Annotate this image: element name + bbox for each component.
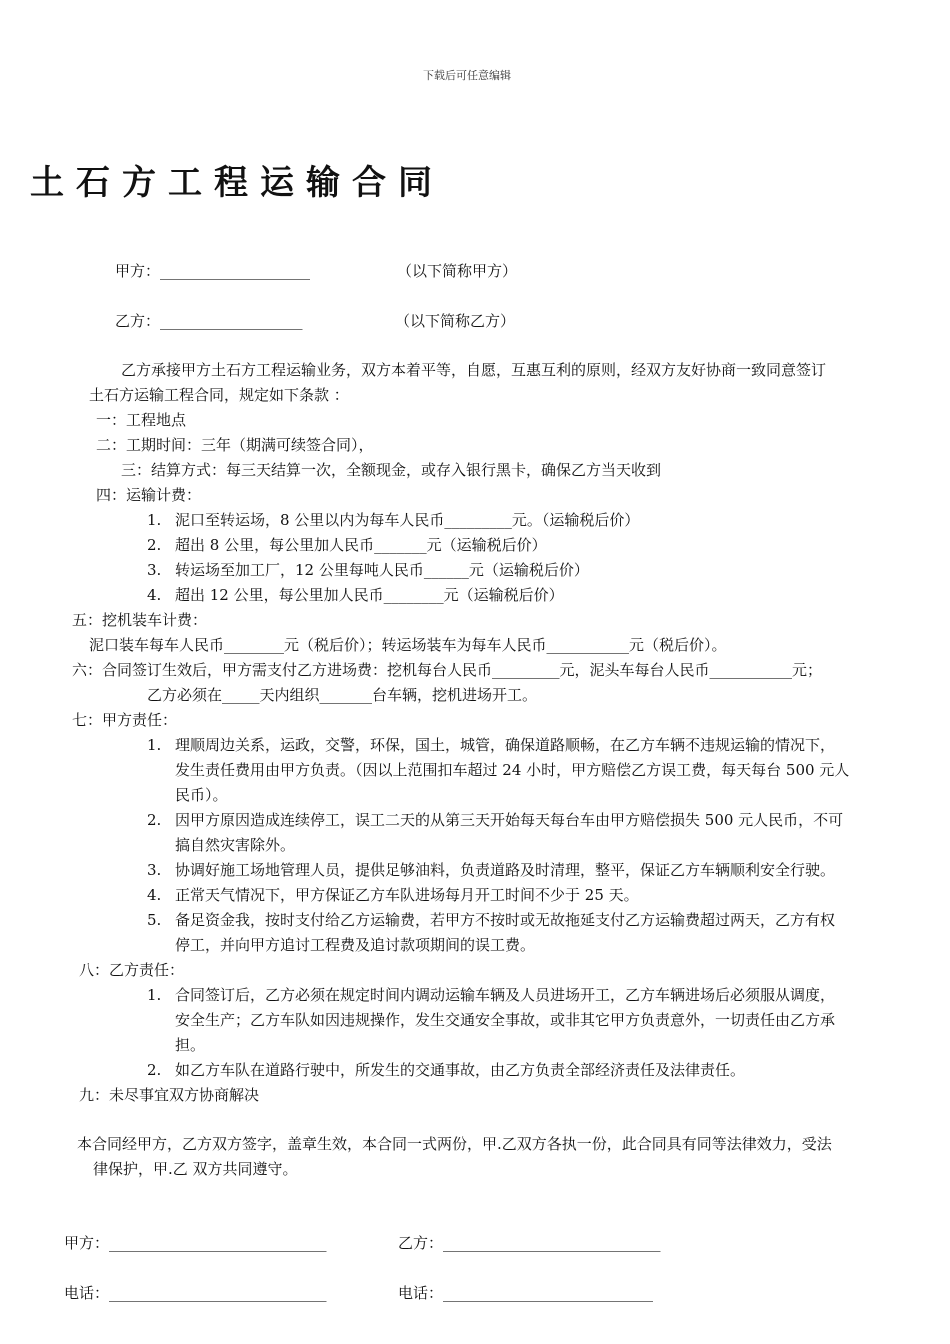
item-text: 超出 8 公里，每公里加人民币_______元（运输税后价） [175, 536, 547, 554]
sign-party-a-blank: _____________________________ [109, 1234, 327, 1252]
item-text: 搞自然灾害除外。 [175, 836, 296, 854]
section-6-line-2: 乙方必须在_____天内组织_______台车辆，挖机进场开工。 [147, 686, 538, 704]
s4-item [147, 535, 547, 555]
section-7: 七：甲方责任： [72, 711, 178, 729]
closing-line-1: 本合同经甲方，乙方双方签字，盖章生效，本合同一式两份，甲.乙双方各执一份，此合同具有同等法律效力，受法 [77, 1135, 832, 1153]
party-a-note: （以下简称甲方） [397, 262, 518, 280]
item-text: 发生责任费用由甲方负责。（因以上范围扣车超过 24 小时，甲方赔偿乙方误工费，每天每台 500 元人 [175, 761, 850, 779]
item-number: 1. [147, 511, 162, 529]
item-number: 5. [147, 911, 162, 929]
tel-party-a-label: 电话： [64, 1284, 110, 1302]
s4-item [147, 585, 564, 605]
item-number: 2. [147, 1061, 162, 1079]
item-text: 转运场至加工厂，12 公里每吨人民币______元（运输税后价） [175, 561, 589, 579]
item-text: 担。 [175, 1036, 206, 1054]
item-text: 理顺周边关系，运政，交警，环保，国土，城管，确保道路顺畅，在乙方车辆不违规运输的情况下， [175, 736, 836, 754]
party-b-note: （以下简称乙方） [395, 312, 516, 330]
item-number: 4. [147, 886, 162, 904]
party-a-blank: ____________________ [160, 262, 311, 280]
item-text: 泥口至转运场，8 公里以内为每车人民币_________元。（运输税后价） [175, 511, 640, 529]
sign-party-a [64, 1233, 327, 1253]
party-b-blank: ___________________ [160, 312, 303, 330]
section-2: 二：工期时间：三年（期满可续签合同）， [96, 436, 374, 454]
item-text: 正常天气情况下，甲方保证乙方车队进场每月开工时间不少于 25 天。 [175, 886, 639, 904]
sign-party-a-label: 甲方： [64, 1234, 110, 1252]
party-b-line [115, 311, 303, 331]
item-number: 1. [147, 986, 162, 1004]
section-6-line-1: 六：合同签订生效后，甲方需支付乙方进场费：挖机每台人民币_________元，泥头车每台人民币___________元； [72, 661, 823, 679]
item-text: 备足资金我，按时支付给乙方运输费，若甲方不按时或无故拖延支付乙方运输费超过两天，乙方有权 [175, 911, 836, 929]
s4-item [147, 560, 589, 580]
item-number: 3. [147, 861, 162, 879]
intro-line-2: 土石方运输工程合同，规定如下条款 ： [89, 386, 349, 404]
item-text: 如乙方车队在道路行驶中，所发生的交通事故，由乙方负责全部经济责任及法律责任。 [175, 1061, 746, 1079]
item-text: 停工，并向甲方追讨工程费及追讨款项期间的误工费。 [175, 936, 536, 954]
item-text: 合同签订后，乙方必须在规定时间内调动运输车辆及人员进场开工，乙方车辆进场后必须服从调度， [175, 986, 836, 1004]
item-number: 1. [147, 736, 162, 754]
sign-party-b-blank: _____________________________ [443, 1234, 661, 1252]
item-text: 协调好施工场地管理人员，提供足够油料，负责道路及时清理，整平，保证乙方车辆顺利安全行驶。 [175, 861, 836, 879]
tel-party-a-blank: _____________________________ [109, 1284, 327, 1302]
section-5: 五：挖机装车计费： [72, 611, 208, 629]
tel-party-b-label: 电话： [398, 1284, 444, 1302]
section-8: 八：乙方责任： [79, 961, 185, 979]
item-number: 3. [147, 561, 162, 579]
item-text: 安全生产；乙方车队如因违规操作，发生交通安全事故，或非其它甲方负责意外，一切责任由乙方承 [175, 1011, 836, 1029]
item-text: 因甲方原因造成连续停工，误工二天的从第三天开始每天每台车由甲方赔偿损失 500 元人民币，不可 [175, 811, 844, 829]
item-number: 4. [147, 586, 162, 604]
tel-party-a [64, 1283, 327, 1303]
section-3: 三：结算方式：每三天结算一次，全额现金，或存入银行黑卡，确保乙方当天收到 [121, 461, 662, 479]
closing-line-2: 律保护，甲.乙 双方共同遵守。 [93, 1160, 298, 1178]
sign-party-b-label: 乙方： [398, 1234, 444, 1252]
party-b-label: 乙方： [115, 312, 161, 330]
document-title: 土石方工程运输合同 [30, 163, 444, 203]
section-5-text: 泥口装车每车人民币________元（税后价）；转运场装车为每车人民币___________元（税后价）。 [89, 636, 727, 654]
item-number: 2. [147, 536, 162, 554]
item-text: 超出 12 公里，每公里加人民币________元（运输税后价） [175, 586, 564, 604]
intro-line-1: 乙方承接甲方土石方工程运输业务，双方本着平等，自愿，互惠互利的原则，经双方友好协商一致同意签订 [121, 361, 827, 379]
tel-party-b [398, 1283, 653, 1303]
sign-party-b [398, 1233, 661, 1253]
s4-item [147, 510, 639, 530]
section-1: 一：工程地点 [96, 411, 187, 429]
section-9: 九：未尽事宜双方协商解决 [79, 1086, 260, 1104]
item-text: 民币）。 [175, 786, 228, 804]
section-4: 四：运输计费： [96, 486, 202, 504]
tel-party-b-blank: ____________________________ [443, 1284, 654, 1302]
item-number: 2. [147, 811, 162, 829]
party-a-label: 甲方： [115, 262, 161, 280]
party-a-line [115, 261, 310, 281]
page-header: 下载后可任意编辑 [423, 69, 511, 82]
